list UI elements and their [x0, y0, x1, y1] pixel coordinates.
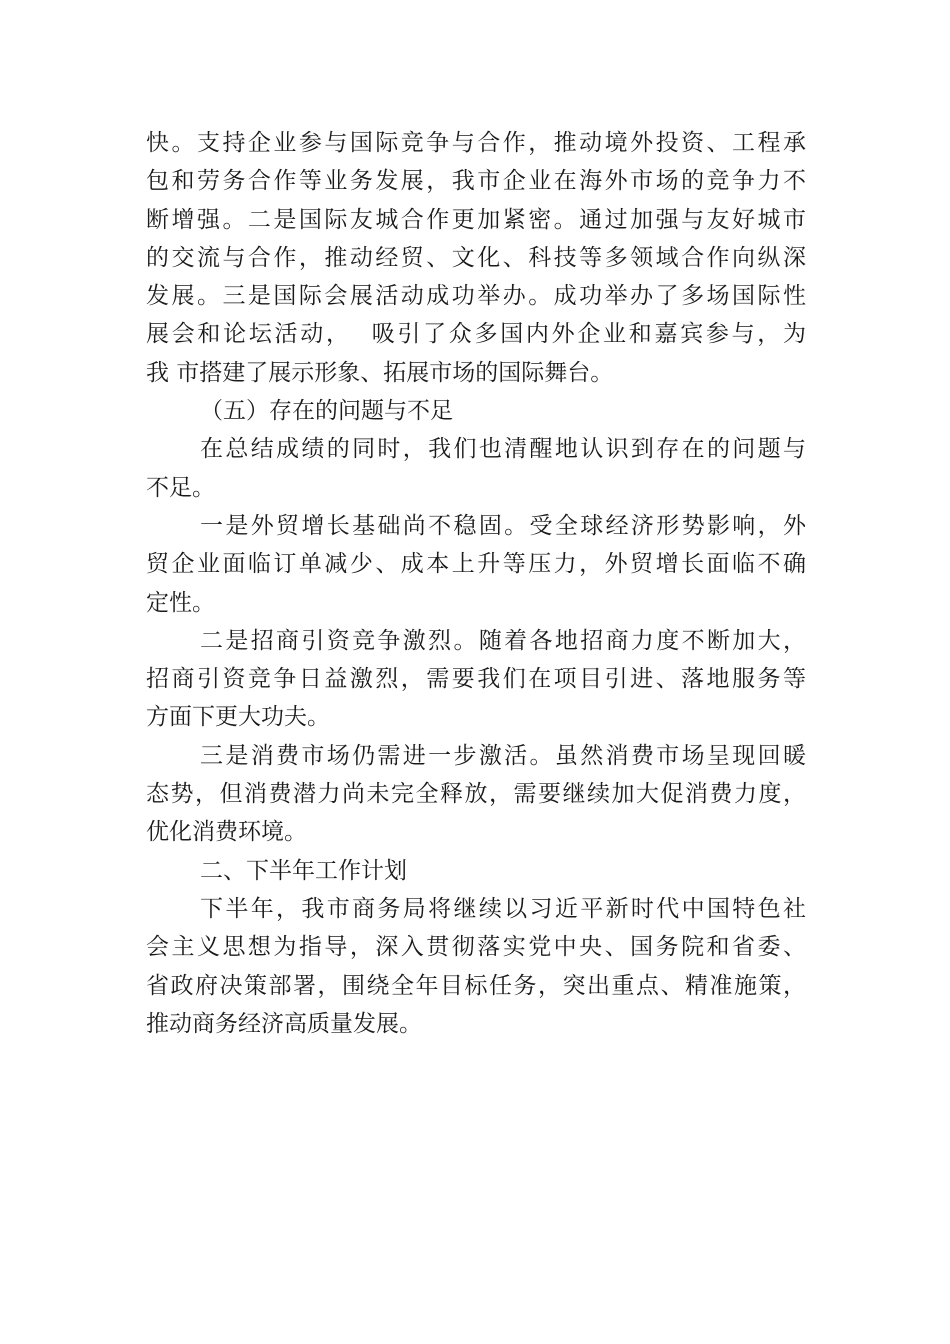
text-line: 方面下更大功夫。: [146, 704, 330, 731]
text-line: 的交流与合作，推动经贸、文化、科技等多领域合作向纵深: [146, 244, 806, 271]
text-line: 优化消费环境。: [146, 819, 307, 846]
section-heading: （五）存在的问题与不足: [200, 398, 453, 425]
text-line: 态势，但消费潜力尚未完全释放，需要继续加大促消费力度，: [146, 781, 806, 808]
text-line: 二是招商引资竞争激烈。随着各地招商力度不断加大，: [200, 627, 806, 654]
text-line: 会主义思想为指导，深入贯彻落实党中央、国务院和省委、: [146, 934, 806, 961]
text-line: 贸企业面临订单减少、成本上升等压力，外贸增长面临不确: [146, 551, 806, 578]
text-line: 快。支持企业参与国际竞争与合作，推动境外投资、工程承: [146, 130, 806, 156]
text-line: 招商引资竞争日益激烈，需要我们在项目引进、落地服务等: [146, 666, 806, 693]
text-line: 展会和论坛活动， 吸引了众多国内外企业和嘉宾参与，为: [146, 321, 806, 348]
text-line: 推动商务经济高质量发展。: [146, 1010, 422, 1037]
text-line: 三是消费市场仍需进一步激活。虽然消费市场呈现回暖: [200, 742, 806, 769]
text-line: 断增强。二是国际友城合作更加紧密。通过加强与友好城市: [146, 206, 806, 233]
document-body: [146, 124, 806, 1043]
text-line: 下半年，我市商务局将继续以习近平新时代中国特色社: [200, 895, 806, 922]
section-heading: 二、下半年工作计划: [200, 857, 407, 884]
text-line: 省政府决策部署，围绕全年目标任务，突出重点、精准施策，: [146, 972, 806, 999]
text-line: 在总结成绩的同时，我们也清醒地认识到存在的问题与: [200, 436, 806, 463]
text-line: 不足。: [146, 474, 215, 501]
text-line: 一是外贸增长基础尚不稳固。受全球经济形势影响，外: [200, 512, 806, 539]
text-line: 我 市搭建了展示形象、拓展市场的国际舞台。: [146, 359, 614, 386]
text-line: 定性。: [146, 589, 215, 616]
text-line: 包和劳务合作等业务发展，我市企业在海外市场的竞争力不: [146, 168, 806, 195]
text-line: 发展。三是国际会展活动成功举办。成功举办了多场国际性: [146, 283, 806, 310]
